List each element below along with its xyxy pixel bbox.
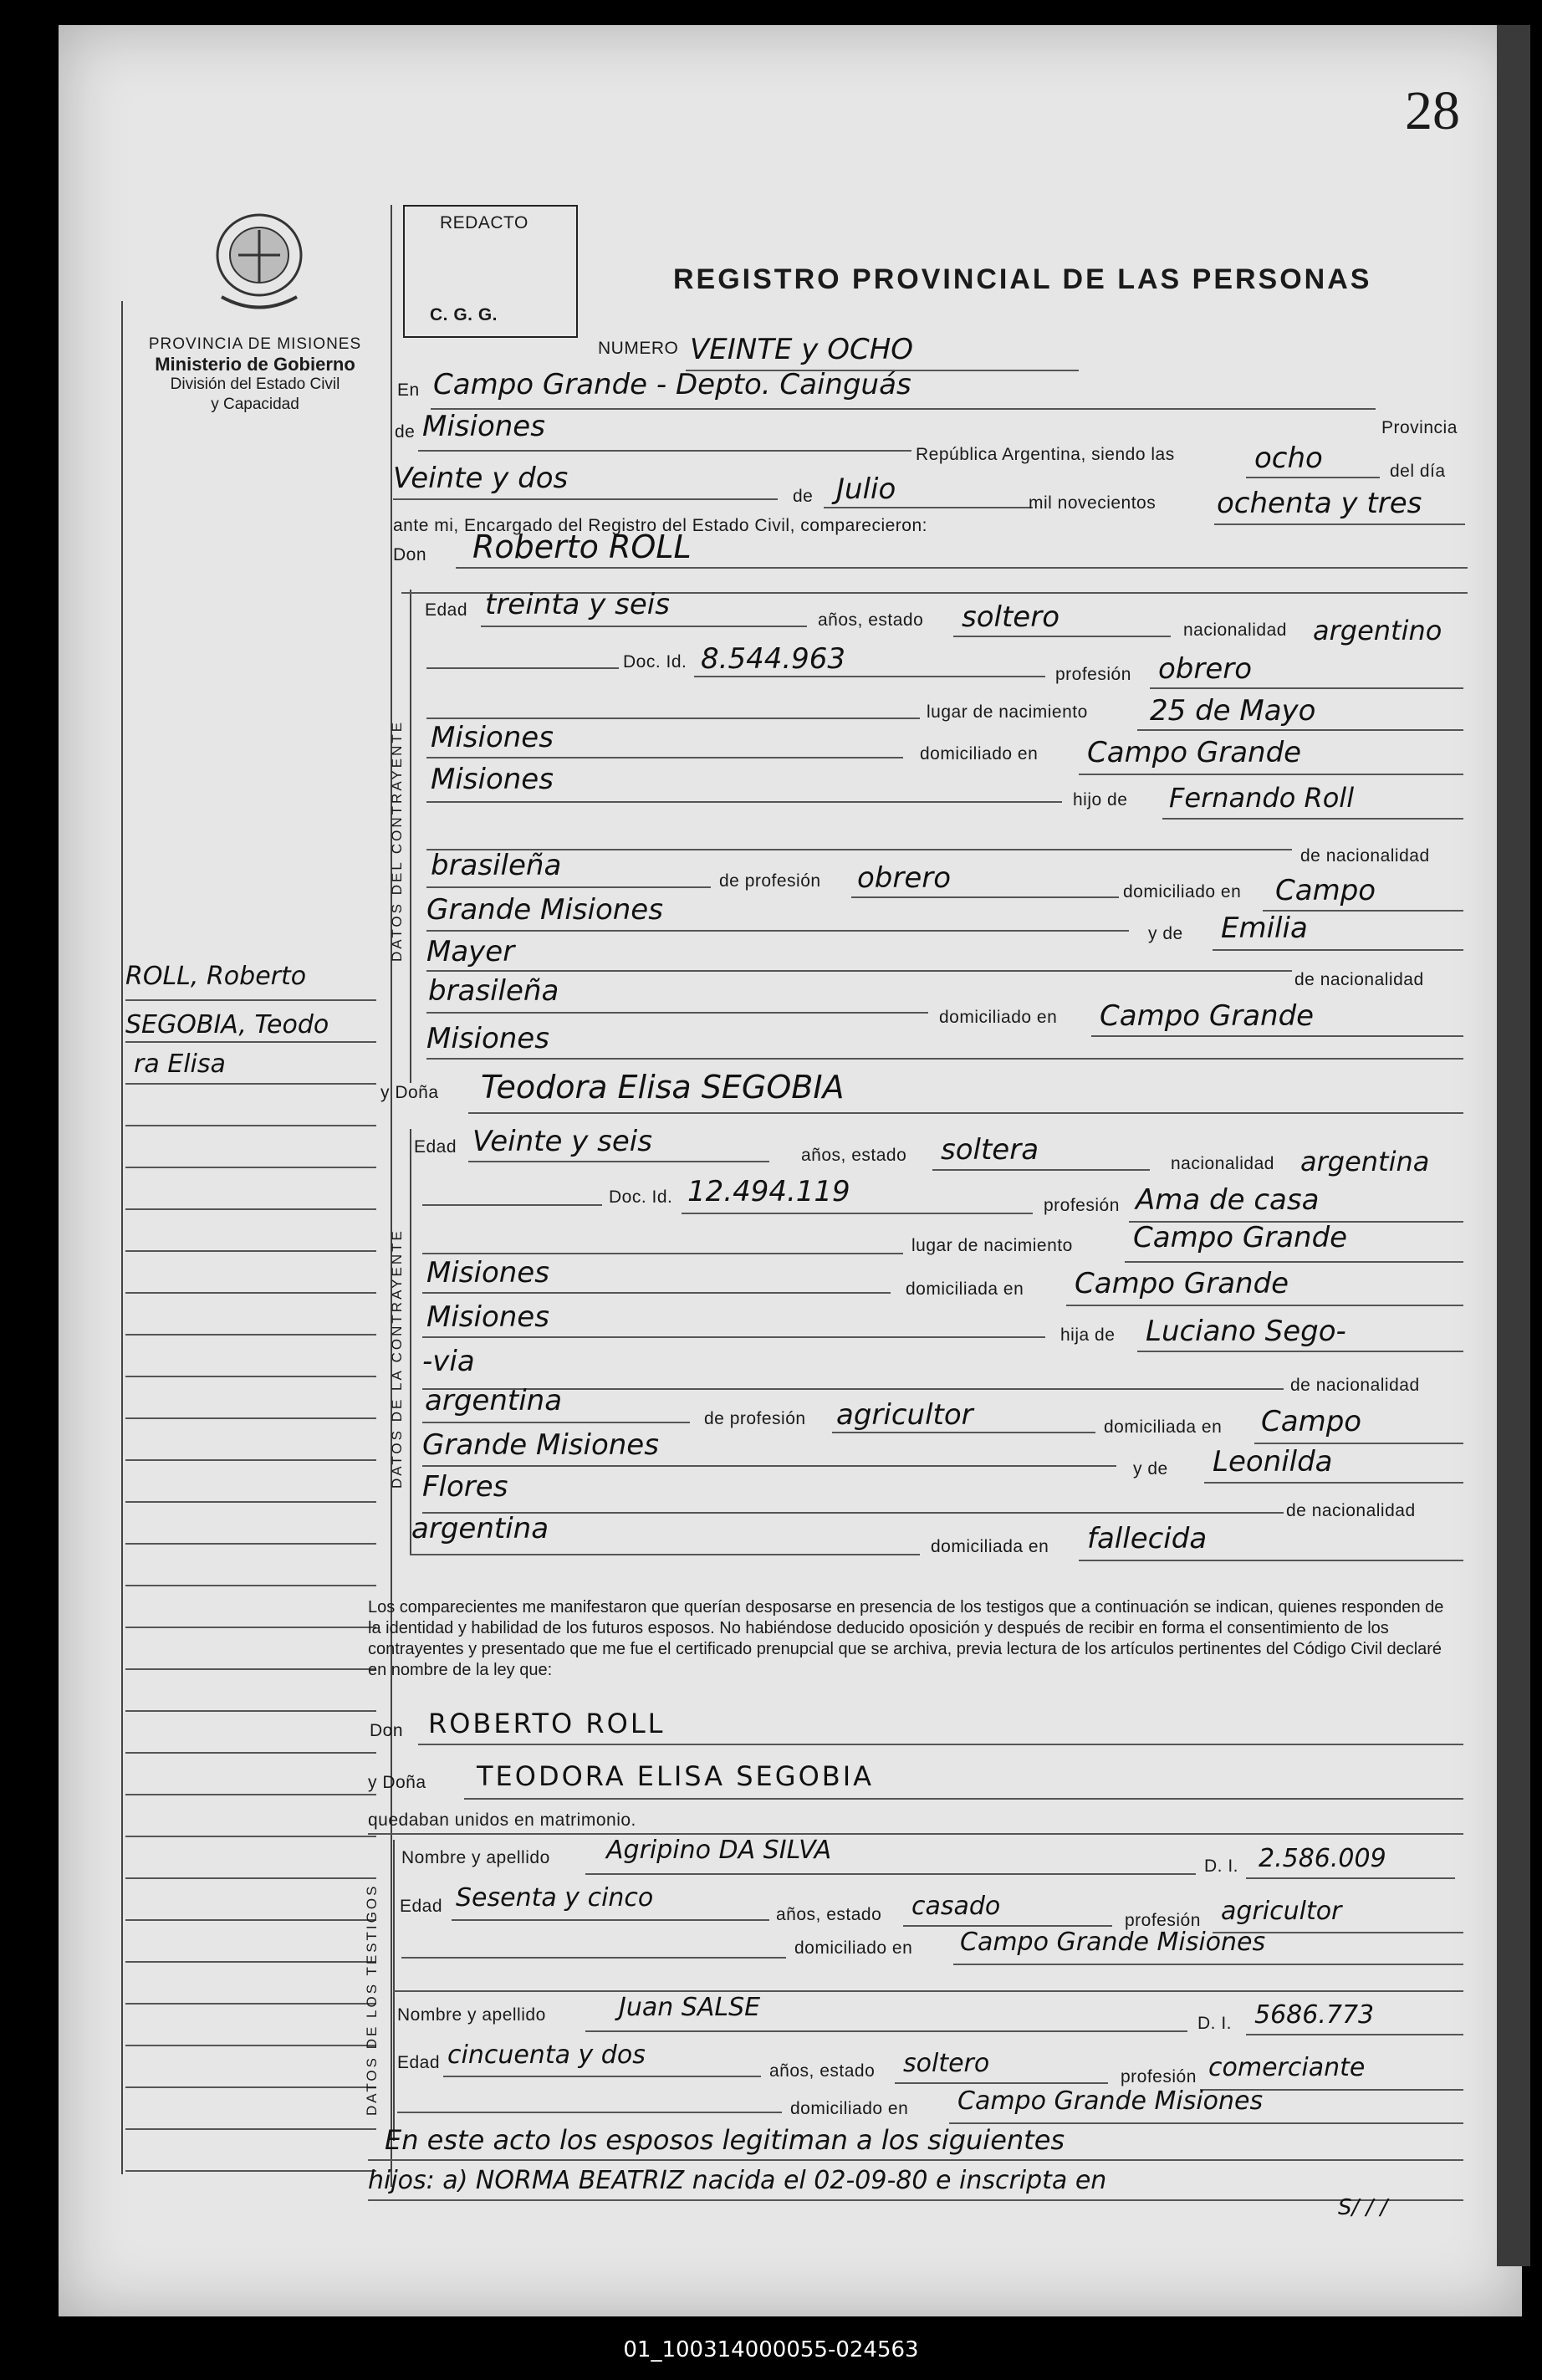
bride-nac: argentina (1300, 1146, 1430, 1177)
groom-dom-label: domiciliado en (920, 744, 1039, 764)
w1-edad: Sesenta y cinco (456, 1883, 654, 1913)
groom-father-prof: obrero (857, 861, 952, 895)
w1-name-label: Nombre y apellido (401, 1848, 550, 1867)
w2-di: 5686.773 (1254, 2000, 1375, 2030)
bride-doc: 12.494.119 (687, 1175, 850, 1208)
bride-father-nac: argentina (425, 1384, 563, 1417)
don-final-label: Don (370, 1721, 404, 1740)
margin-note-1: ROLL, Roberto (125, 962, 307, 991)
de-prof-label-1: de profesión (719, 871, 821, 891)
document-title: REGISTRO PROVINCIAL DE LAS PERSONAS (673, 263, 1372, 295)
groom-doc: 8.544.963 (701, 642, 846, 676)
groom-mother-nac: brasileña (428, 974, 559, 1008)
w1-estado: casado (911, 1892, 1001, 1921)
groom-father-dom-2: Grande Misiones (426, 893, 663, 927)
bride-edad: Veinte y seis (472, 1125, 652, 1158)
y-de-label-1: y de (1148, 924, 1183, 943)
w1-estado-label: años, estado (776, 1905, 882, 1924)
groom-father-dom: Campo (1275, 874, 1376, 907)
w2-estado-label: años, estado (769, 2061, 876, 2081)
w2-estado: soltero (903, 2049, 990, 2078)
domiciliada-label-3: domiciliada en (931, 1537, 1049, 1556)
w2-di-label: D. I. (1197, 2014, 1233, 2033)
quedaban-label: quedaban unidos en matrimonio. (368, 1811, 636, 1830)
w1-dom-label: domiciliado en (794, 1938, 913, 1958)
groom-section-label: DATOS DEL CONTRAYENTE (389, 719, 405, 962)
bride-father-dom: Campo (1261, 1405, 1362, 1438)
de-nac-label-4: de nacionalidad (1286, 1501, 1416, 1520)
bride-nac-label: nacionalidad (1171, 1154, 1274, 1173)
edad-label: Edad (425, 600, 468, 620)
w2-name: Juan SALSE (619, 1993, 761, 2022)
w1-dom: Campo Grande Misiones (960, 1928, 1266, 1957)
dona-final-label: y Doña (368, 1773, 426, 1792)
statement-text: Los comparecientes me manifestaron que querían desposarse en presencia de los testigos que a continuación se indican, quienes responden de la identidad y habilidad de los futuros esposos. No habiéndose deducido oposición y después de recibir en forma el consentimiento de los contrayentes y presentado que me fue el certificado prenupcial que se archiva, previa lectura de los artículos pertinentes del Código Civil declaré en nombre de la ley que: (368, 1598, 1444, 1679)
margin-note-2: SEGOBIA, Teodo (125, 1010, 329, 1039)
groom-lugar-2: Misiones (431, 721, 554, 754)
bride-lugar-2: Misiones (426, 1256, 549, 1290)
groom-mother-dom: Campo Grande (1100, 999, 1315, 1033)
bride-father-prof: agricultor (836, 1398, 973, 1432)
margin-note-3: ra Elisa (134, 1050, 226, 1079)
groom-lugar-label: lugar de nacimiento (927, 702, 1088, 722)
groom-father: Fernando Roll (1169, 782, 1355, 814)
continues-mark: S/ / / (1338, 2195, 1388, 2220)
de-mes-label: de (793, 487, 814, 506)
hija-de-label: hija de (1060, 1325, 1116, 1345)
provincia-label: Provincia (1381, 418, 1458, 437)
domiciliado-label-3: domiciliado en (939, 1008, 1058, 1027)
bride-prof-label: profesión (1044, 1196, 1120, 1215)
witness-section-label: DATOS DE LOS TESTIGOS (364, 1883, 380, 2116)
de-nac-label-1: de nacionalidad (1300, 846, 1430, 866)
w2-prof-label: profesión (1121, 2067, 1197, 2086)
hijo-de-label: hijo de (1073, 790, 1128, 810)
bride-father-dom-2: Grande Misiones (422, 1428, 659, 1462)
w2-dom-label: domiciliado en (790, 2099, 909, 2118)
bride-mother-nac: argentina (411, 1512, 549, 1545)
w2-edad: cincuenta y dos (447, 2040, 646, 2070)
bride-father-2: -via (422, 1345, 475, 1378)
page-number: 28 (1405, 80, 1460, 141)
margin-line (121, 301, 123, 2174)
lugar-value: Campo Grande - Depto. Cainguás (433, 368, 911, 401)
image-caption: 01_100314000055-024563 (623, 2337, 919, 2362)
numero-value: VEINTE y OCHO (690, 333, 914, 366)
mes-value: Julio (836, 472, 896, 506)
bride-border (410, 1129, 411, 1555)
groom-edad: treinta y seis (485, 588, 670, 621)
w1-di: 2.586.009 (1259, 1844, 1386, 1873)
bride-mother-dom: fallecida (1087, 1522, 1208, 1555)
form-border (391, 205, 392, 2187)
bride-doc-label: Doc. Id. (609, 1187, 673, 1207)
book-edge (1497, 25, 1530, 2266)
groom-lugar: 25 de Mayo (1150, 694, 1316, 728)
domiciliada-label-2: domiciliada en (1104, 1417, 1223, 1437)
groom-prof: obrero (1158, 652, 1253, 686)
ante-label: ante mi, Encargado del Registro del Estado Civil, comparecieron: (393, 516, 927, 535)
bride-mother-2: Flores (422, 1470, 508, 1504)
province-label: PROVINCIA DE MISIONES (148, 335, 362, 353)
del-dia-label: del día (1390, 462, 1446, 481)
groom-mother-2: Mayer (426, 935, 515, 968)
note-line-2: hijos: a) NORMA BEATRIZ nacida el 02-09-80 e inscripta en (368, 2166, 1107, 2195)
bride-name: Teodora Elisa SEGOBIA (481, 1069, 845, 1106)
en-label: En (397, 380, 420, 400)
groom-prof-label: profesión (1055, 665, 1131, 684)
bride-estado-label: años, estado (801, 1146, 907, 1165)
anio-value: ochenta y tres (1217, 487, 1422, 520)
w1-edad-label: Edad (400, 1897, 443, 1916)
dona-final: TEODORA ELISA SEGOBIA (477, 1760, 875, 1792)
groom-name: Roberto ROLL (472, 529, 692, 565)
groom-dom-2: Misiones (431, 763, 554, 796)
w1-prof: agricultor (1221, 1897, 1342, 1926)
redacto-stamp (403, 205, 578, 338)
groom-nac-label: nacionalidad (1183, 621, 1287, 640)
w2-edad-label: Edad (397, 2053, 441, 2072)
stamp-initials: C. G. G. (430, 305, 498, 324)
bride-estado: soltera (941, 1133, 1039, 1167)
groom-mother: Emilia (1221, 912, 1308, 945)
bride-section-label: DATOS DE LA CONTRAYENTE (389, 1228, 405, 1489)
y-dona-label: y Doña (380, 1083, 439, 1102)
hora-value: ocho (1254, 442, 1323, 475)
bride-lugar-label: lugar de nacimiento (911, 1236, 1073, 1255)
groom-nac: argentino (1313, 615, 1442, 646)
note-line-1: En este acto los esposos legitiman a los siguientes (385, 2124, 1065, 2156)
bride-father: Luciano Sego- (1146, 1315, 1346, 1348)
w1-di-label: D. I. (1204, 1857, 1239, 1876)
mil-label: mil novecientos (1029, 493, 1156, 513)
numero-label: NUMERO (598, 339, 679, 358)
groom-mother-dom-2: Misiones (426, 1022, 549, 1055)
groom-dom: Campo Grande (1087, 736, 1302, 769)
w2-prof: comerciante (1208, 2053, 1366, 2082)
ministry-label: Ministerio de Gobierno (155, 354, 355, 375)
groom-estado-label: años, estado (818, 610, 924, 630)
ministry-block (121, 335, 389, 415)
bride-lugar: Campo Grande (1133, 1221, 1348, 1254)
w2-name-label: Nombre y apellido (397, 2005, 546, 2025)
de-nac-label-2: de nacionalidad (1294, 970, 1424, 989)
bride-dom: Campo Grande (1075, 1267, 1289, 1300)
don-label: Don (393, 545, 427, 564)
groom-estado: soltero (962, 600, 1059, 634)
groom-border (410, 590, 411, 1083)
stamp-label: REDACTO (440, 213, 528, 232)
coat-of-arms-icon (205, 205, 314, 322)
capacity-label: y Capacidad (211, 396, 299, 413)
domiciliado-label-2: domiciliado en (1123, 882, 1242, 901)
w1-prof-label: profesión (1125, 1911, 1201, 1930)
edad-label-2: Edad (414, 1137, 457, 1157)
groom-doc-label: Doc. Id. (623, 652, 687, 672)
w2-dom: Campo Grande Misiones (957, 2086, 1264, 2116)
de-prof-label-2: de profesión (704, 1409, 806, 1428)
bride-mother: Leonilda (1213, 1445, 1333, 1479)
dia-value: Veinte y dos (393, 462, 569, 495)
w1-name: Agripino DA SILVA (606, 1836, 832, 1865)
don-final: ROBERTO ROLL (428, 1708, 666, 1739)
bride-dom-label: domiciliada en (906, 1279, 1024, 1299)
republica-label: República Argentina, siendo las (916, 445, 1175, 464)
bride-prof: Ama de casa (1136, 1183, 1320, 1217)
bride-dom-2: Misiones (426, 1300, 549, 1334)
y-de-label-2: y de (1133, 1459, 1168, 1479)
division-label: División del Estado Civil (170, 375, 340, 393)
groom-father-nac: brasileña (431, 849, 562, 882)
provincia-value: Misiones (422, 410, 545, 443)
de-label: de (395, 422, 416, 442)
de-nac-label-3: de nacionalidad (1290, 1376, 1420, 1395)
